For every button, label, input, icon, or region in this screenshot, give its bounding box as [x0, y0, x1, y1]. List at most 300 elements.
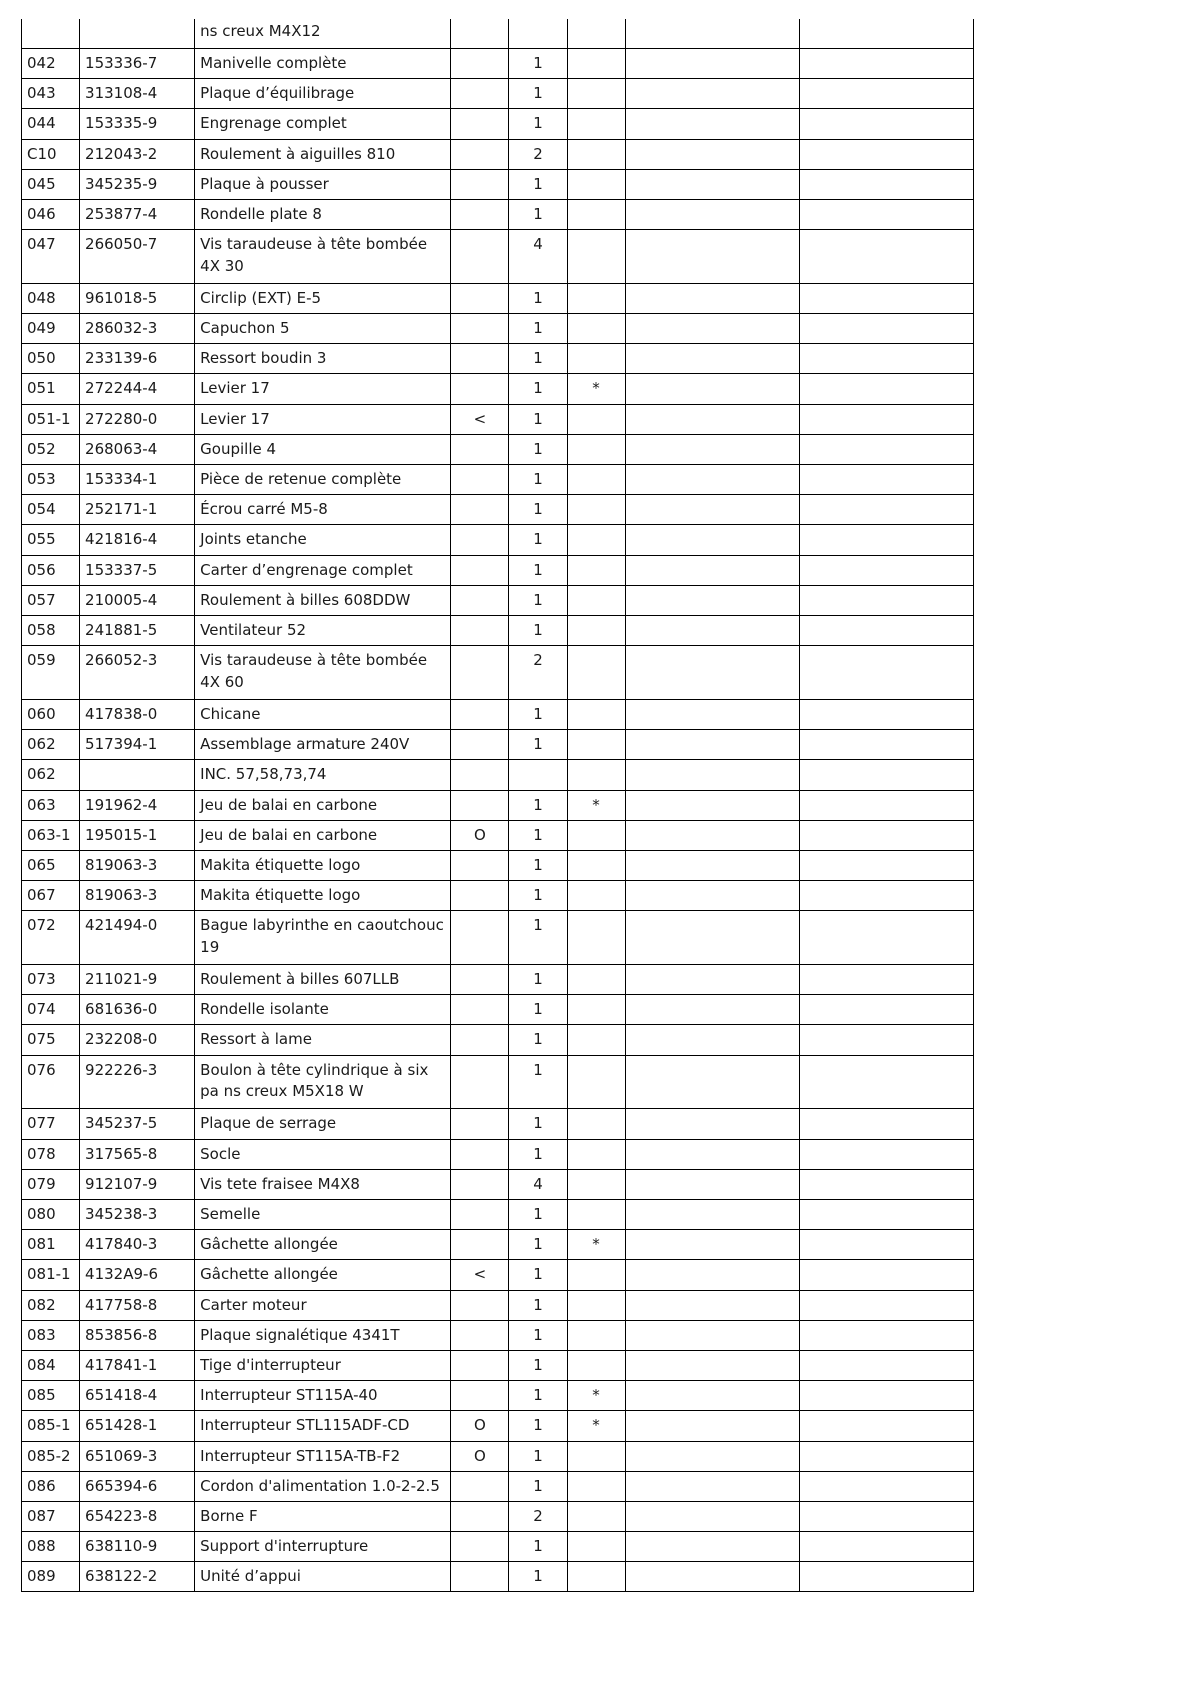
cell-description: Semelle [195, 1200, 451, 1230]
cell-quantity: 1 [509, 585, 567, 615]
cell-extra-2 [799, 283, 973, 313]
table-row [22, 646, 974, 700]
table-row [22, 911, 974, 965]
cell-flag [567, 169, 625, 199]
cell-extra-2 [799, 374, 973, 404]
cell-flag [567, 1501, 625, 1531]
cell-item-no: 063-1 [22, 820, 80, 850]
cell-note [451, 434, 509, 464]
cell-item-no: 065 [22, 850, 80, 880]
cell-part-no: 421816-4 [80, 525, 195, 555]
table-row [22, 79, 974, 109]
cell-item-no: 081 [22, 1230, 80, 1260]
cell-flag [567, 730, 625, 760]
table-row [22, 1025, 974, 1055]
cell-extra-2 [799, 1025, 973, 1055]
cell-flag [567, 585, 625, 615]
cell-quantity: 1 [509, 199, 567, 229]
cell-flag [567, 1055, 625, 1109]
cell-description: Vis taraudeuse à tête bombée 4X 60 [195, 646, 451, 700]
table-row [22, 139, 974, 169]
cell-note [451, 1562, 509, 1592]
cell-note [451, 79, 509, 109]
cell-description: Gâchette allongée [195, 1260, 451, 1290]
cell-flag [567, 109, 625, 139]
cell-flag [567, 1350, 625, 1380]
cell-item-no: 079 [22, 1169, 80, 1199]
cell-description: Carter d’engrenage complet [195, 555, 451, 585]
cell-note [451, 1350, 509, 1380]
cell-extra-2 [799, 49, 973, 79]
cell-quantity: 1 [509, 1260, 567, 1290]
table-row [22, 995, 974, 1025]
table-row [22, 1230, 974, 1260]
cell-extra-2 [799, 615, 973, 645]
cell-extra-1 [625, 169, 799, 199]
cell-quantity: 1 [509, 404, 567, 434]
cell-part-no: 195015-1 [80, 820, 195, 850]
cell-extra-2 [799, 965, 973, 995]
cell-flag [567, 911, 625, 965]
cell-part-no: 638122-2 [80, 1562, 195, 1592]
cell-part-no: 638110-9 [80, 1532, 195, 1562]
cell-quantity: 1 [509, 344, 567, 374]
cell-part-no: 153337-5 [80, 555, 195, 585]
table-row [22, 1562, 974, 1592]
cell-flag [567, 1441, 625, 1471]
cell-quantity: 1 [509, 730, 567, 760]
cell-quantity: 1 [509, 1055, 567, 1109]
cell-item-no: 089 [22, 1562, 80, 1592]
cell-description: Rondelle plate 8 [195, 199, 451, 229]
cell-part-no: 819063-3 [80, 881, 195, 911]
cell-extra-1 [625, 49, 799, 79]
cell-extra-2 [799, 1441, 973, 1471]
table-row [22, 169, 974, 199]
cell-part-no: 211021-9 [80, 965, 195, 995]
cell-extra-2 [799, 1501, 973, 1531]
cell-item-no: 045 [22, 169, 80, 199]
cell-flag [567, 760, 625, 790]
table-row [22, 1350, 974, 1380]
cell-item-no: 074 [22, 995, 80, 1025]
cell-description: Rondelle isolante [195, 995, 451, 1025]
cell-item-no: 081-1 [22, 1260, 80, 1290]
cell-description: Assemblage armature 240V [195, 730, 451, 760]
cell-item-no: 052 [22, 434, 80, 464]
cell-part-no: 961018-5 [80, 283, 195, 313]
table-row [22, 525, 974, 555]
table-row [22, 730, 974, 760]
cell-part-no: 665394-6 [80, 1471, 195, 1501]
cell-flag [567, 1562, 625, 1592]
cell-note [451, 646, 509, 700]
cell-quantity: 1 [509, 495, 567, 525]
cell-note [451, 465, 509, 495]
cell-extra-1 [625, 1381, 799, 1411]
table-row [22, 465, 974, 495]
cell-note: < [451, 404, 509, 434]
cell-note [451, 49, 509, 79]
cell-part-no: 272244-4 [80, 374, 195, 404]
cell-extra-1 [625, 850, 799, 880]
cell-description: Pièce de retenue complète [195, 465, 451, 495]
cell-extra-2 [799, 1562, 973, 1592]
cell-description: Makita étiquette logo [195, 850, 451, 880]
cell-note [451, 585, 509, 615]
cell-description: Chicane [195, 699, 451, 729]
cell-extra-1 [625, 344, 799, 374]
cell-item-no: 049 [22, 314, 80, 344]
table-row [22, 1441, 974, 1471]
cell-part-no [80, 19, 195, 49]
cell-description: Unité d’appui [195, 1562, 451, 1592]
cell-extra-1 [625, 1501, 799, 1531]
cell-item-no: 088 [22, 1532, 80, 1562]
cell-quantity: 1 [509, 790, 567, 820]
cell-part-no: 517394-1 [80, 730, 195, 760]
cell-description: Écrou carré M5-8 [195, 495, 451, 525]
cell-quantity: 1 [509, 881, 567, 911]
cell-quantity: 1 [509, 1411, 567, 1441]
cell-extra-1 [625, 314, 799, 344]
cell-extra-1 [625, 646, 799, 700]
cell-quantity: 1 [509, 1441, 567, 1471]
cell-part-no: 681636-0 [80, 995, 195, 1025]
cell-note [451, 1055, 509, 1109]
cell-quantity: 2 [509, 139, 567, 169]
table-row [22, 1290, 974, 1320]
cell-part-no: 922226-3 [80, 1055, 195, 1109]
cell-extra-2 [799, 314, 973, 344]
cell-item-no [22, 19, 80, 49]
table-row [22, 199, 974, 229]
cell-item-no: 051-1 [22, 404, 80, 434]
table-row [22, 1381, 974, 1411]
cell-flag [567, 1025, 625, 1055]
cell-part-no: 345235-9 [80, 169, 195, 199]
cell-part-no: 268063-4 [80, 434, 195, 464]
cell-quantity: 1 [509, 1200, 567, 1230]
cell-note [451, 374, 509, 404]
table-row [22, 1260, 974, 1290]
cell-quantity: 1 [509, 820, 567, 850]
cell-part-no: 286032-3 [80, 314, 195, 344]
cell-extra-1 [625, 585, 799, 615]
cell-description: Interrupteur ST115A-40 [195, 1381, 451, 1411]
cell-flag [567, 199, 625, 229]
cell-note [451, 1169, 509, 1199]
cell-quantity: 1 [509, 79, 567, 109]
cell-note [451, 850, 509, 880]
cell-extra-1 [625, 79, 799, 109]
table-row [22, 1320, 974, 1350]
cell-quantity: 1 [509, 49, 567, 79]
cell-extra-2 [799, 1411, 973, 1441]
cell-extra-1 [625, 911, 799, 965]
cell-description: Carter moteur [195, 1290, 451, 1320]
table-row [22, 404, 974, 434]
cell-extra-1 [625, 615, 799, 645]
cell-description: Levier 17 [195, 404, 451, 434]
cell-part-no: 272280-0 [80, 404, 195, 434]
cell-note [451, 1200, 509, 1230]
cell-description: Levier 17 [195, 374, 451, 404]
cell-part-no: 4132A9-6 [80, 1260, 195, 1290]
cell-extra-1 [625, 1350, 799, 1380]
cell-item-no: 060 [22, 699, 80, 729]
cell-flag [567, 79, 625, 109]
cell-extra-2 [799, 555, 973, 585]
cell-note [451, 790, 509, 820]
cell-note [451, 139, 509, 169]
cell-part-no: 266052-3 [80, 646, 195, 700]
cell-part-no: 266050-7 [80, 230, 195, 284]
table-row [22, 790, 974, 820]
cell-part-no: 853856-8 [80, 1320, 195, 1350]
cell-extra-2 [799, 199, 973, 229]
cell-item-no: 078 [22, 1139, 80, 1169]
cell-flag [567, 646, 625, 700]
cell-extra-1 [625, 1320, 799, 1350]
cell-extra-2 [799, 79, 973, 109]
cell-quantity: 1 [509, 169, 567, 199]
cell-item-no: 056 [22, 555, 80, 585]
cell-description: Plaque de serrage [195, 1109, 451, 1139]
cell-extra-1 [625, 139, 799, 169]
table-row [22, 1411, 974, 1441]
cell-extra-1 [625, 199, 799, 229]
cell-part-no: 417841-1 [80, 1350, 195, 1380]
table-row [22, 434, 974, 464]
cell-extra-2 [799, 1260, 973, 1290]
cell-extra-1 [625, 230, 799, 284]
cell-quantity: 1 [509, 109, 567, 139]
cell-item-no: 047 [22, 230, 80, 284]
cell-description: Circlip (EXT) E-5 [195, 283, 451, 313]
cell-note [451, 1139, 509, 1169]
cell-extra-2 [799, 699, 973, 729]
table-row [22, 820, 974, 850]
cell-note: O [451, 1441, 509, 1471]
cell-item-no: 085 [22, 1381, 80, 1411]
cell-extra-2 [799, 1109, 973, 1139]
cell-description: Vis tete fraisee M4X8 [195, 1169, 451, 1199]
cell-flag [567, 49, 625, 79]
cell-quantity: 2 [509, 646, 567, 700]
cell-quantity: 2 [509, 1501, 567, 1531]
cell-note [451, 1471, 509, 1501]
cell-quantity: 1 [509, 1381, 567, 1411]
cell-item-no: 083 [22, 1320, 80, 1350]
cell-flag [567, 850, 625, 880]
cell-quantity: 1 [509, 1471, 567, 1501]
cell-item-no: 059 [22, 646, 80, 700]
cell-extra-1 [625, 525, 799, 555]
cell-extra-1 [625, 1290, 799, 1320]
cell-part-no: 210005-4 [80, 585, 195, 615]
cell-extra-1 [625, 1260, 799, 1290]
cell-extra-2 [799, 1200, 973, 1230]
cell-part-no: 345238-3 [80, 1200, 195, 1230]
cell-item-no: 058 [22, 615, 80, 645]
cell-extra-1 [625, 1532, 799, 1562]
cell-extra-1 [625, 881, 799, 911]
cell-description: Borne F [195, 1501, 451, 1531]
cell-extra-1 [625, 374, 799, 404]
cell-note [451, 881, 509, 911]
cell-flag [567, 555, 625, 585]
cell-extra-1 [625, 1230, 799, 1260]
cell-extra-2 [799, 911, 973, 965]
cell-flag: * [567, 790, 625, 820]
cell-extra-2 [799, 1290, 973, 1320]
cell-item-no: 085-1 [22, 1411, 80, 1441]
cell-note [451, 314, 509, 344]
cell-item-no: 085-2 [22, 1441, 80, 1471]
cell-extra-1 [625, 495, 799, 525]
cell-description: Vis taraudeuse à tête bombée 4X 30 [195, 230, 451, 284]
cell-flag [567, 881, 625, 911]
cell-extra-2 [799, 646, 973, 700]
cell-extra-1 [625, 730, 799, 760]
cell-extra-2 [799, 404, 973, 434]
table-row [22, 1501, 974, 1531]
cell-note [451, 730, 509, 760]
table-row [22, 1109, 974, 1139]
cell-quantity: 1 [509, 1139, 567, 1169]
cell-extra-1 [625, 555, 799, 585]
cell-extra-1 [625, 1200, 799, 1230]
cell-quantity: 4 [509, 1169, 567, 1199]
cell-extra-1 [625, 965, 799, 995]
cell-part-no: 191962-4 [80, 790, 195, 820]
cell-flag [567, 615, 625, 645]
cell-flag [567, 820, 625, 850]
cell-flag [567, 1200, 625, 1230]
cell-note [451, 1320, 509, 1350]
table-row [22, 344, 974, 374]
cell-quantity [509, 19, 567, 49]
cell-note [451, 760, 509, 790]
cell-flag [567, 314, 625, 344]
table-row [22, 965, 974, 995]
cell-part-no: 232208-0 [80, 1025, 195, 1055]
cell-quantity: 1 [509, 374, 567, 404]
cell-flag [567, 1169, 625, 1199]
table-row [22, 49, 974, 79]
cell-quantity: 1 [509, 1350, 567, 1380]
cell-description: Ressort à lame [195, 1025, 451, 1055]
cell-quantity [509, 760, 567, 790]
cell-note [451, 109, 509, 139]
cell-flag [567, 1471, 625, 1501]
cell-description: Roulement à aiguilles 810 [195, 139, 451, 169]
cell-extra-2 [799, 1532, 973, 1562]
cell-part-no: 651069-3 [80, 1441, 195, 1471]
cell-note [451, 1381, 509, 1411]
cell-part-no: 313108-4 [80, 79, 195, 109]
cell-extra-2 [799, 585, 973, 615]
cell-note [451, 230, 509, 284]
cell-flag [567, 344, 625, 374]
cell-extra-2 [799, 730, 973, 760]
cell-extra-1 [625, 1471, 799, 1501]
cell-quantity: 1 [509, 1109, 567, 1139]
cell-extra-1 [625, 465, 799, 495]
cell-note [451, 525, 509, 555]
cell-description: Makita étiquette logo [195, 881, 451, 911]
cell-description: Interrupteur STL115ADF-CD [195, 1411, 451, 1441]
cell-description: Ventilateur 52 [195, 615, 451, 645]
cell-item-no: 084 [22, 1350, 80, 1380]
cell-part-no [80, 760, 195, 790]
cell-item-no: 057 [22, 585, 80, 615]
cell-description: Jeu de balai en carbone [195, 790, 451, 820]
cell-note [451, 1025, 509, 1055]
cell-extra-1 [625, 434, 799, 464]
cell-extra-2 [799, 1350, 973, 1380]
cell-note [451, 344, 509, 374]
cell-extra-1 [625, 283, 799, 313]
cell-quantity: 4 [509, 230, 567, 284]
cell-part-no: 241881-5 [80, 615, 195, 645]
cell-description: Ressort boudin 3 [195, 344, 451, 374]
cell-item-no: 051 [22, 374, 80, 404]
table-row [22, 495, 974, 525]
cell-note [451, 495, 509, 525]
cell-extra-2 [799, 525, 973, 555]
cell-item-no: 082 [22, 1290, 80, 1320]
cell-part-no: 345237-5 [80, 1109, 195, 1139]
cell-note: O [451, 1411, 509, 1441]
cell-item-no: C10 [22, 139, 80, 169]
cell-description: Cordon d'alimentation 1.0-2-2.5 [195, 1471, 451, 1501]
cell-description: Roulement à billes 608DDW [195, 585, 451, 615]
table-row [22, 850, 974, 880]
cell-extra-2 [799, 850, 973, 880]
cell-extra-1 [625, 1139, 799, 1169]
cell-part-no: 153334-1 [80, 465, 195, 495]
cell-note [451, 283, 509, 313]
table-row [22, 1532, 974, 1562]
cell-extra-1 [625, 19, 799, 49]
cell-extra-2 [799, 139, 973, 169]
cell-flag [567, 434, 625, 464]
parts-list-sheet [21, 19, 974, 1592]
cell-extra-1 [625, 760, 799, 790]
cell-description: ns creux M4X12 [195, 19, 451, 49]
cell-item-no: 043 [22, 79, 80, 109]
cell-note [451, 699, 509, 729]
cell-item-no: 062 [22, 730, 80, 760]
cell-quantity: 1 [509, 911, 567, 965]
cell-part-no: 417840-3 [80, 1230, 195, 1260]
cell-quantity: 1 [509, 1532, 567, 1562]
cell-description: Jeu de balai en carbone [195, 820, 451, 850]
table-row [22, 374, 974, 404]
cell-note: O [451, 820, 509, 850]
cell-flag [567, 404, 625, 434]
cell-flag [567, 19, 625, 49]
cell-flag [567, 139, 625, 169]
cell-extra-1 [625, 1025, 799, 1055]
cell-extra-1 [625, 820, 799, 850]
cell-part-no: 417758-8 [80, 1290, 195, 1320]
cell-description: Engrenage complet [195, 109, 451, 139]
cell-extra-2 [799, 1320, 973, 1350]
table-row [22, 615, 974, 645]
